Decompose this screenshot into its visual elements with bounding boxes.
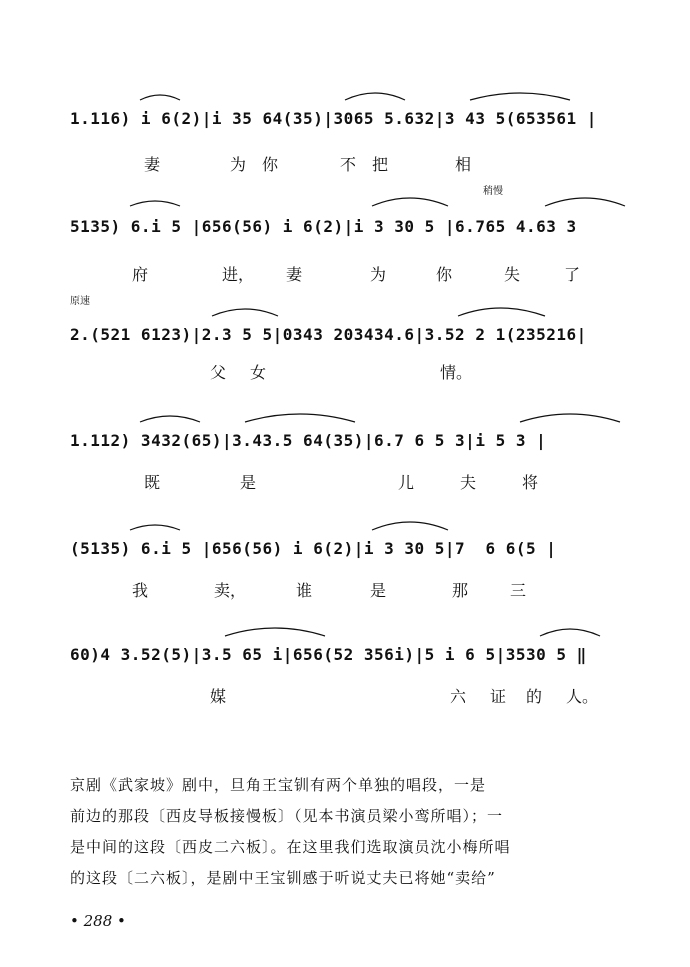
lyric-char: 那 [452,581,469,600]
slur-curve [540,629,600,636]
page-number: • 288 • [70,912,126,930]
lyric-char: 情。 [440,363,473,382]
slur-curve [140,416,200,422]
lyric-char: 将 [522,473,539,492]
slur-curve [245,414,355,422]
lyric-char: 为 [230,155,247,174]
lyric-char: 进， [222,265,255,284]
slur-curve [130,525,180,530]
lyric-char: 三 [510,581,527,600]
slur-curve [345,93,405,100]
tempo-mark: 原速 [70,296,90,307]
lyric-char: 府 [132,265,149,284]
lyric-line-4 [70,470,630,494]
lyric-line-5 [70,578,630,602]
paragraph-line: 的这段〔二六板〕，是剧中王宝钏感于听说丈夫已将她“卖给” [70,869,496,887]
lyric-char: 人。 [566,687,599,706]
lyric-char: 是 [370,581,387,600]
score-line-2: 5135) 6.i 5 |656(56) i 6(2)|i 3 30 5 |6.765 4.63 3 [70,217,577,236]
slur-curve [212,309,278,316]
slur-curve [545,198,625,206]
score-line-1: 1.116) i 6(2)|i 35 64(35)|3065 5.632|3 43 5(653561 | [70,109,597,128]
lyric-char: 我 [132,581,149,600]
lyric-line-6 [70,684,630,708]
score-line-5: (5135) 6.i 5 |656(56) i 6(2)|i 3 30 5|7 6 6(5 | [70,539,557,558]
lyric-char: 为 [370,265,387,284]
lyric-char: 女 [250,363,267,382]
lyric-char: 了 [564,265,581,284]
score-line-4: 1.112) 3432(65)|3.43.5 64(35)|6.7 6 5 3|i 5 3 | [70,431,547,450]
lyric-char: 父 [210,363,227,382]
lyric-char: 你 [436,265,453,284]
lyric-char: 夫 [460,473,477,492]
paragraph-line: 京剧《武家坡》剧中，旦角王宝钏有两个单独的唱段，一是 [70,776,487,794]
lyric-char: 妻 [144,155,161,174]
slur-curve [225,628,325,636]
lyric-line-3 [70,360,630,384]
lyric-char: 把 [372,155,389,174]
lyric-char: 证 [490,687,507,706]
lyric-line-2 [70,262,630,286]
lyric-line-1 [70,152,630,176]
lyric-char: 的 [526,687,543,706]
slur-curve [372,522,448,530]
lyric-char: 失 [504,265,521,284]
score-line-6: 60)4 3.52(5)|3.5 65 i|656(52 356i)|5 i 6 5|3530 5 ‖ [70,645,587,664]
slur-curve [458,308,545,316]
lyric-char: 谁 [296,581,313,600]
score-line-3: 2.(521 6123)|2.3 5 5|0343 203434.6|3.52 2 1(235216| [70,325,587,344]
slur-curve [140,95,180,100]
paragraph-line: 前边的那段〔西皮导板接慢板〕（见本书演员梁小鸾所唱）；一 [70,807,504,825]
slur-curve [372,198,448,206]
tempo-mark: 稍慢 [483,186,503,197]
slur-curve [520,414,620,422]
lyric-char: 你 [262,155,279,174]
lyric-char: 六 [450,687,467,706]
lyric-char: 卖， [214,581,247,600]
slur-curve [470,93,570,100]
lyric-char: 既 [144,473,161,492]
body-paragraph [70,770,640,894]
lyric-char: 妻 [286,265,303,284]
lyric-char: 不 [340,155,357,174]
slur-curve [130,201,180,206]
lyric-char: 媒 [210,687,227,706]
lyric-char: 相 [455,155,472,174]
paragraph-line: 是中间的这段〔西皮二六板〕。在这里我们选取演员沈小梅所唱 [70,838,511,856]
lyric-char: 是 [240,473,257,492]
lyric-char: 儿 [398,473,415,492]
